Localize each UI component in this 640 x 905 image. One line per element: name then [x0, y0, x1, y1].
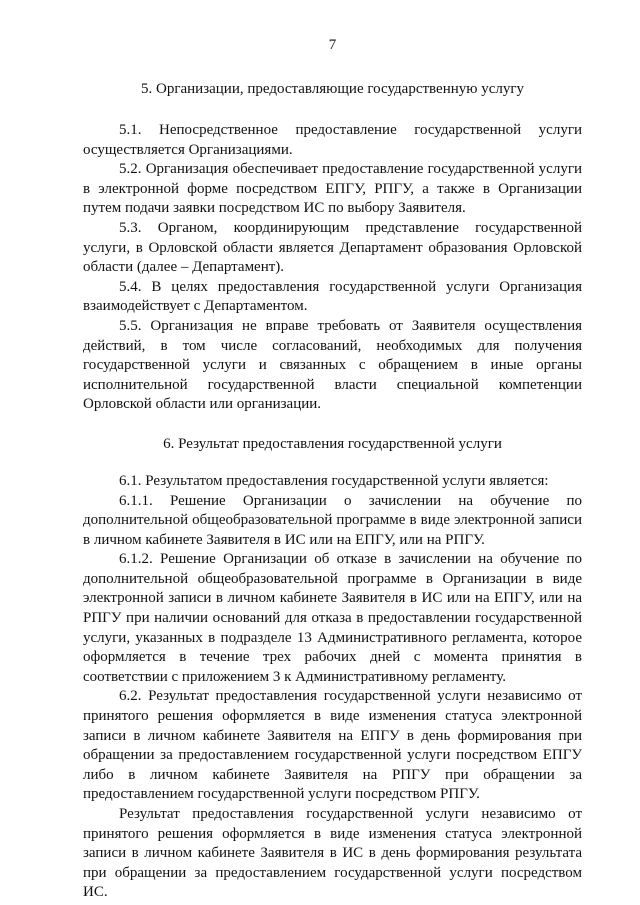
paragraph-6-1-1: 6.1.1. Решение Организации о зачислении на обучение по дополнительной общеобразовательной программе в виде электронной записи в личном кабинете Заявителя в ИС или на ЕПГУ, или на РПГУ.	[83, 492, 582, 548]
paragraph-5-1: 5.1. Непосредственное предоставление государственной услуги осуществляется Организациями.	[83, 122, 582, 158]
paragraph-5-2: 5.2. Организация обеспечивает предоставление государственной услуги в электронной форме посредством ЕПГУ, РПГУ, а также в Организации путем подачи заявки посредством ИС по выбору Заявителя.	[83, 161, 582, 217]
paragraph-6-1: 6.1. Результатом предоставления государственной услуги является:	[119, 472, 549, 489]
section-6-heading: 6. Результат предоставления государственной услуги	[163, 435, 502, 452]
paragraph-5-5: 5.5. Организация не вправе требовать от Заявителя осуществления действий, в том числе согласований, необходимых для получения государственной услуги и связанных с обращением в иные органы исполнительной государственной власти специальной компетенции Орловской области или организации.	[83, 317, 582, 413]
paragraph-6-2-continued: Результат предоставления государственной услуги независимо от принятого решения оформляется в виде изменения статуса электронной записи в личном кабинете Заявителя в ИС в день формирования результата при обращении за предоставлением государственной услуги посредством ИС.	[83, 806, 582, 901]
paragraph-6-1-2: 6.1.2. Решение Организации об отказе в зачислении на обучение по дополнительной общеобразовательной программе в Организации в виде электронной записи в личном кабинете Заявителя в ИС или на ЕПГУ, или на РПГУ при наличии оснований для отказа в предоставлении государственной услуги, указанных в подразделе 13 Административного регламента, которое оформляется в течение трех рабочих дней с момента принятия в соответствии с приложением 3 к Административному регламенту.	[83, 551, 582, 685]
paragraph-5-4: 5.4. В целях предоставления государственной услуги Организация взаимодействует с Департаментом.	[83, 278, 582, 315]
page-number: 7	[328, 37, 337, 53]
paragraph-5-3: 5.3. Органом, координирующим представление государственной услуги, в Орловской области является Департамент образования Орловской области (далее – Департамент).	[83, 219, 582, 276]
section-5-heading: 5. Организации, предоставляющие государственную услугу	[141, 81, 524, 97]
paragraph-6-2: 6.2. Результат предоставления государственной услуги независимо от принятого решения оформляется в виде изменения статуса электронной записи в личном кабинете Заявителя на ЕПГУ в день формирования при обращении за предоставлением государственной услуги посредством ЕПГУ либо в личном кабинете Заявителя на РПГУ при обращении за предоставлением государственной услуги посредством РПГУ.	[83, 688, 582, 803]
